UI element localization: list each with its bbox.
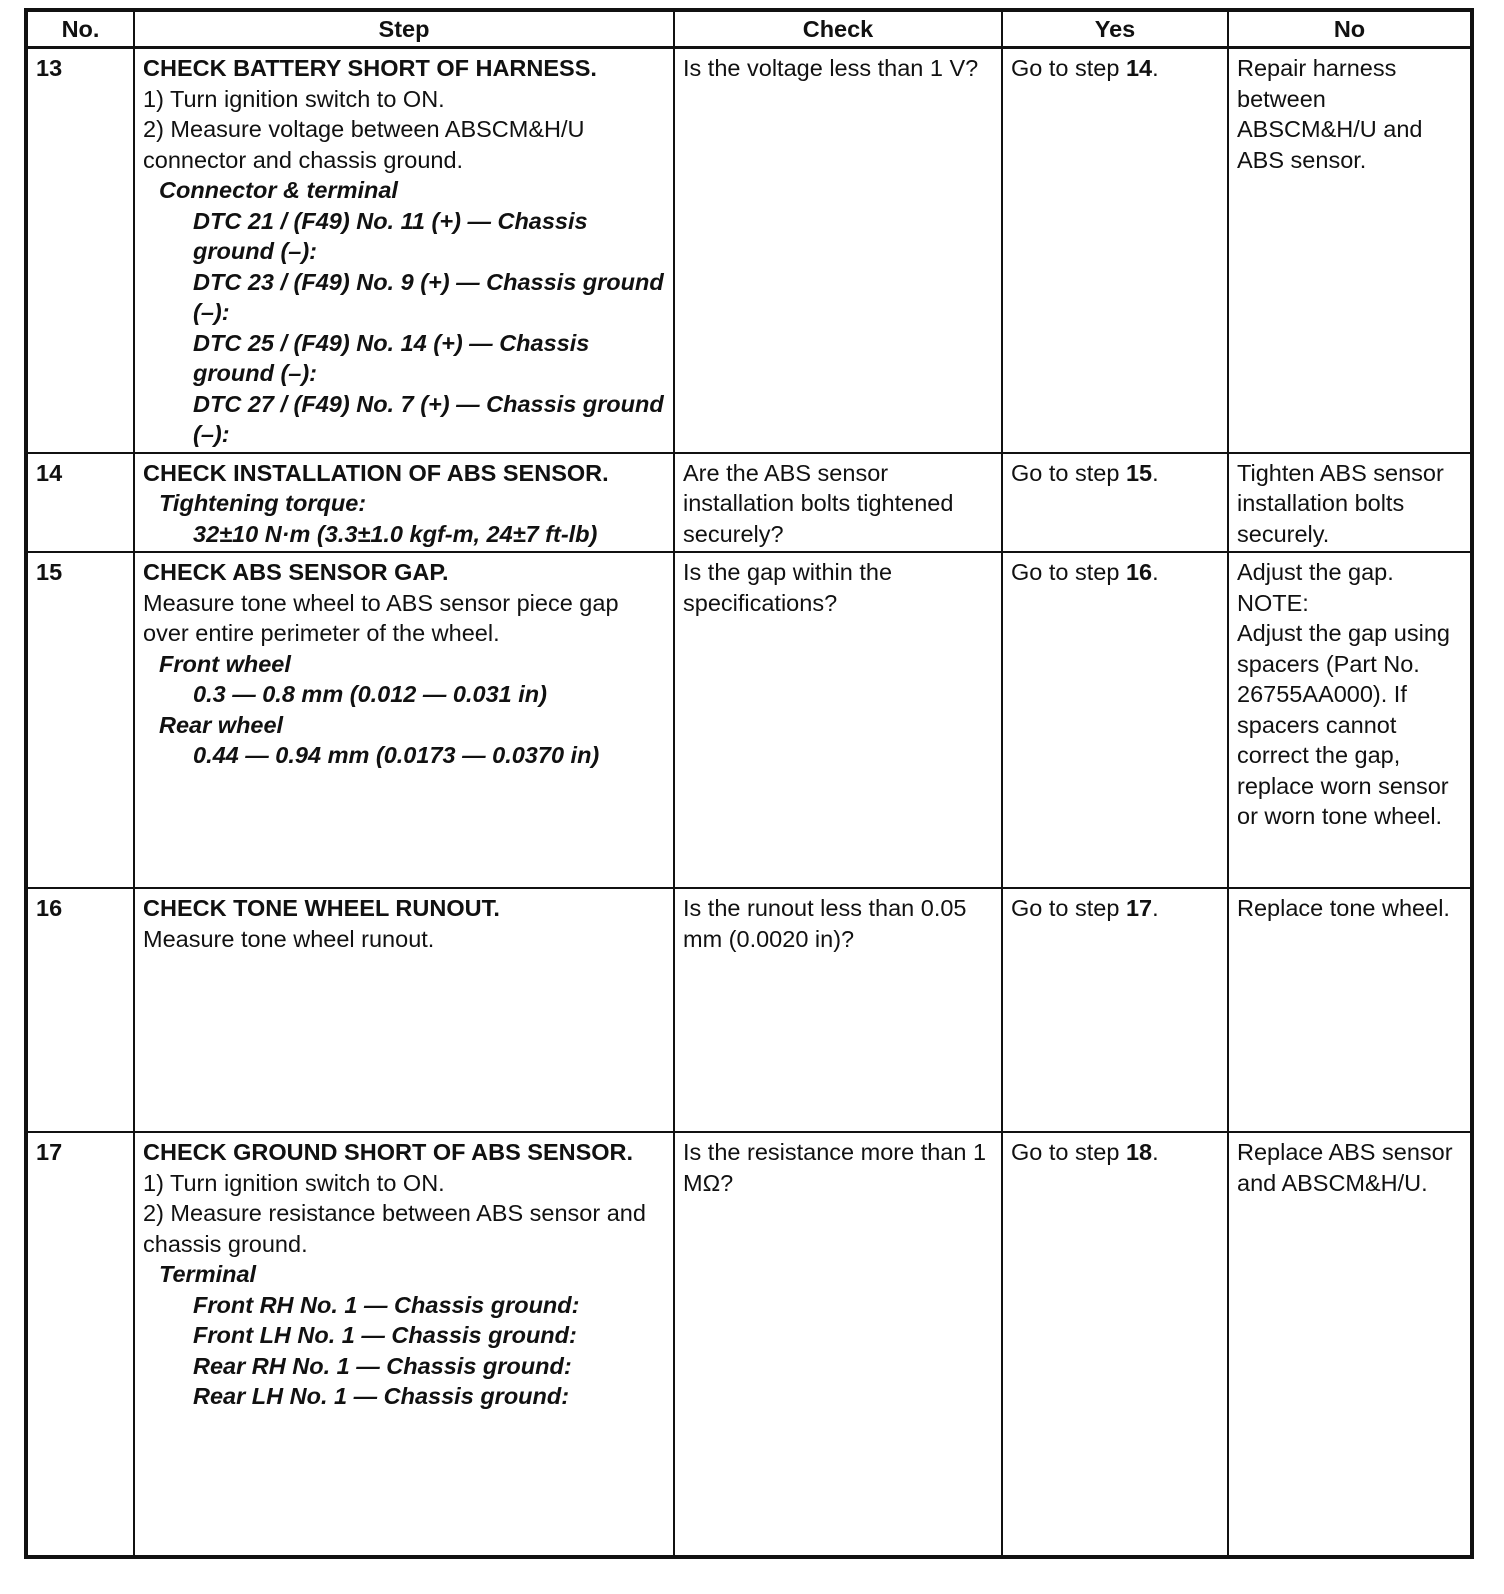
step-title: CHECK GROUND SHORT OF ABS SENSOR.: [143, 1139, 634, 1165]
header-check: Check: [674, 10, 1002, 48]
yes-suffix: .: [1152, 55, 1159, 81]
check-cell: Is the gap within the specifications?: [674, 552, 1002, 888]
yes-text: Go to step: [1011, 895, 1126, 921]
header-yes: Yes: [1002, 10, 1228, 48]
yes-suffix: .: [1152, 895, 1159, 921]
no-cell: Repair harness between ABSCM&H/U and ABS sensor.: [1228, 48, 1472, 453]
step-number: 17: [26, 1132, 134, 1557]
yes-text: Go to step: [1011, 459, 1126, 486]
step-number: 15: [26, 552, 134, 888]
yes-suffix: .: [1152, 1139, 1159, 1165]
yes-step-number: 15: [1125, 459, 1153, 486]
step-instruction: Measure tone wheel to ABS sensor piece gap over entire perimeter of the wheel.: [143, 589, 619, 646]
table-row: [26, 48, 1472, 453]
yes-suffix: .: [1152, 459, 1159, 486]
check-cell: Is the voltage less than 1 V?: [674, 48, 1002, 453]
yes-cell: [1002, 48, 1228, 453]
yes-step-number: 16: [1125, 559, 1153, 585]
header-no-action: No: [1228, 10, 1472, 48]
no-action-text: Adjust the gap.: [1237, 559, 1394, 585]
step-cell: [134, 48, 674, 453]
no-cell: [1228, 552, 1472, 888]
step-title: CHECK TONE WHEEL RUNOUT.: [143, 895, 500, 921]
table-row: [26, 888, 1472, 1132]
step-title: CHECK BATTERY SHORT OF HARNESS.: [143, 55, 597, 81]
spec-heading: Terminal: [159, 1261, 257, 1287]
yes-text: Go to step: [1011, 55, 1126, 81]
yes-cell: [1002, 453, 1228, 553]
yes-suffix: .: [1152, 559, 1159, 585]
step-cell: [134, 1132, 674, 1557]
spec-item: DTC 27 / (F49) No. 7 (+) — Chassis ground (–):: [193, 390, 664, 447]
no-cell: Replace ABS sensor and ABSCM&H/U.: [1228, 1132, 1472, 1557]
step-instruction: Measure tone wheel runout.: [143, 925, 435, 952]
yes-cell: [1002, 888, 1228, 1132]
spec-item: Rear LH No. 1 — Chassis ground:: [193, 1383, 570, 1409]
diagnostic-procedure-table: [24, 8, 1474, 1559]
table-row: [26, 1132, 1472, 1557]
spec-item: 0.3 — 0.8 mm (0.012 — 0.031 in): [193, 681, 547, 707]
spec-heading: Connector & terminal: [159, 177, 398, 203]
no-cell: Tighten ABS sensor installation bolts securely.: [1228, 453, 1472, 553]
spec-item: Front RH No. 1 — Chassis ground:: [193, 1291, 580, 1318]
check-cell: Is the runout less than 0.05 mm (0.0020 in)?: [674, 888, 1002, 1132]
yes-step-number: 17: [1125, 895, 1153, 921]
yes-cell: [1002, 1132, 1228, 1557]
spec-item: DTC 23 / (F49) No. 9 (+) — Chassis ground (–):: [193, 268, 664, 325]
spec-item: 32±10 N·m (3.3±1.0 kgf-m, 24±7 ft-lb): [193, 520, 598, 547]
yes-cell: [1002, 552, 1228, 888]
no-cell: Replace tone wheel.: [1228, 888, 1472, 1132]
spec-heading: Front wheel: [159, 650, 291, 677]
table-row: [26, 453, 1472, 553]
step-cell: [134, 552, 674, 888]
step-number: 13: [26, 48, 134, 453]
step-number: 16: [26, 888, 134, 1132]
step-title: CHECK INSTALLATION OF ABS SENSOR.: [143, 459, 609, 486]
spec-item: Rear RH No. 1 — Chassis ground:: [193, 1352, 572, 1379]
check-cell: Are the ABS sensor installation bolts tightened securely?: [674, 453, 1002, 553]
spec-item: Front LH No. 1 — Chassis ground:: [193, 1322, 577, 1348]
yes-step-number: 18: [1125, 1139, 1153, 1165]
step-number: 14: [26, 453, 134, 553]
spec-heading: Rear wheel: [159, 711, 284, 738]
table-row: [26, 552, 1472, 888]
step-instruction: 1) Turn ignition switch to ON.: [143, 85, 445, 112]
yes-text: Go to step: [1011, 559, 1126, 585]
step-instruction: 2) Measure resistance between ABS sensor and chassis ground.: [143, 1200, 646, 1257]
table-header-row: [26, 10, 1472, 48]
spec-item: 0.44 — 0.94 mm (0.0173 — 0.0370 in): [193, 742, 600, 768]
header-step: Step: [134, 10, 674, 48]
step-cell: [134, 888, 674, 1132]
yes-text: Go to step: [1011, 1139, 1126, 1165]
step-title: CHECK ABS SENSOR GAP.: [143, 559, 449, 585]
note-label: NOTE:: [1237, 589, 1309, 616]
spec-heading: Tightening torque:: [159, 490, 367, 516]
step-cell: [134, 453, 674, 553]
check-cell: Is the resistance more than 1 MΩ?: [674, 1132, 1002, 1557]
header-no: No.: [26, 10, 134, 48]
yes-step-number: 14: [1125, 55, 1153, 81]
note-text: Adjust the gap using spacers (Part No. 26755AA000). If spacers cannot correct the gap, replace worn sensor or worn tone wheel.: [1237, 620, 1450, 829]
step-instruction: 1) Turn ignition switch to ON.: [143, 1169, 445, 1196]
step-instruction: 2) Measure voltage between ABSCM&H/U connector and chassis ground.: [143, 116, 585, 173]
spec-item: DTC 25 / (F49) No. 14 (+) — Chassis ground (–):: [193, 329, 590, 386]
spec-item: DTC 21 / (F49) No. 11 (+) — Chassis ground (–):: [193, 207, 588, 264]
